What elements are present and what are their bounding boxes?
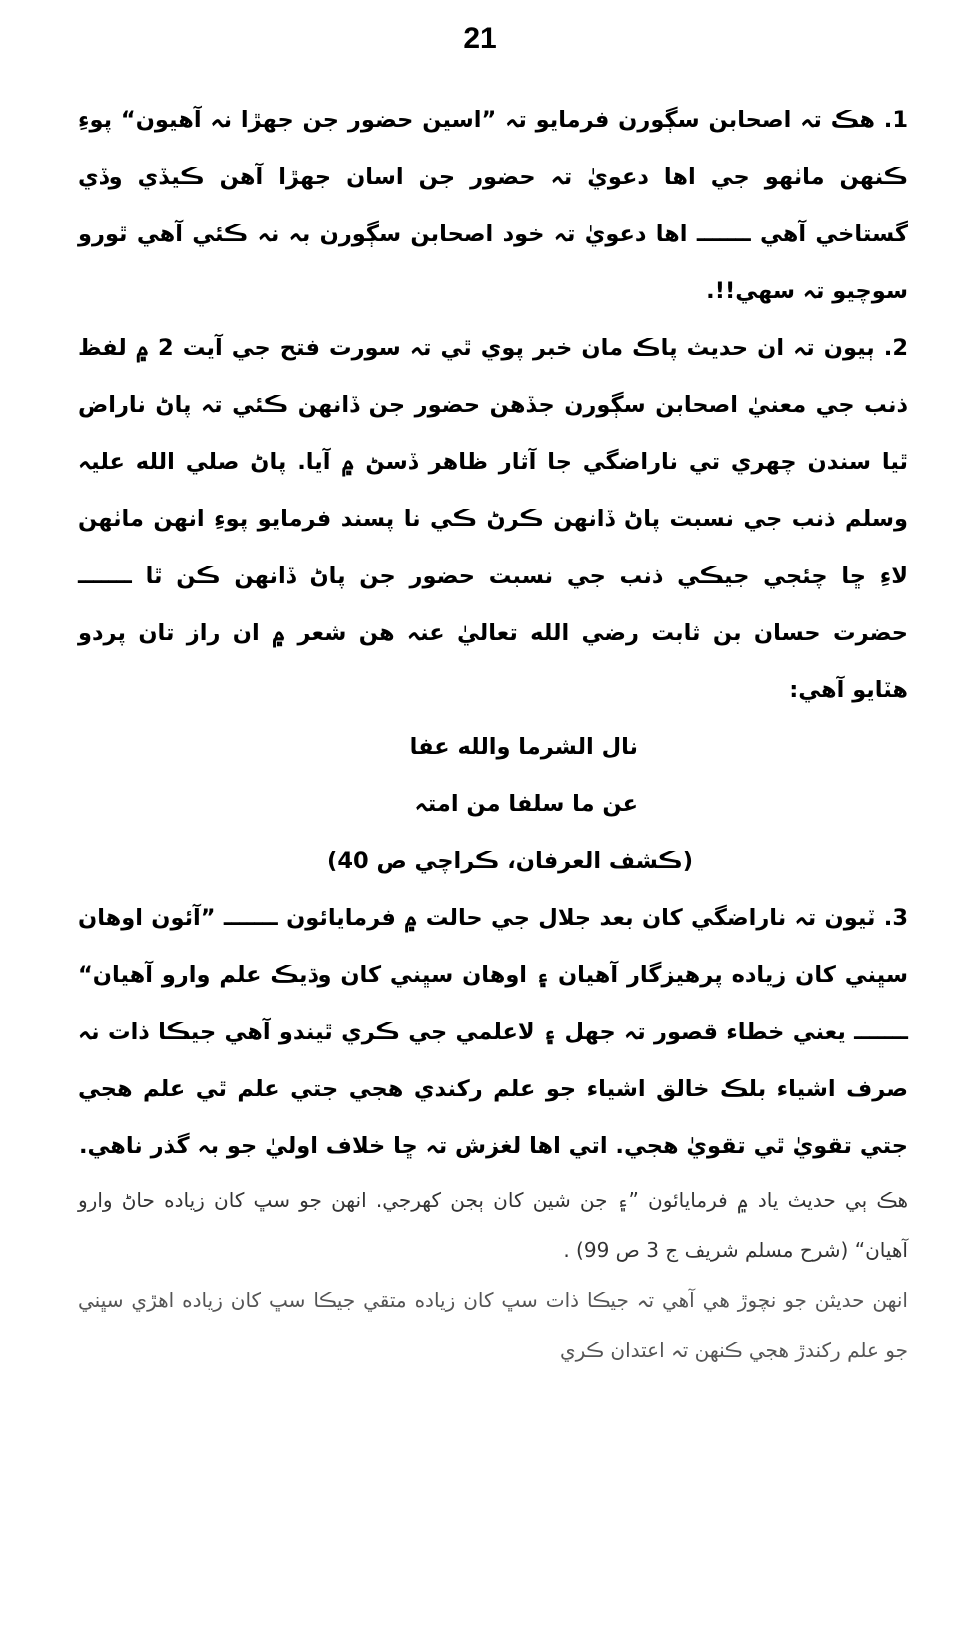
verse-line-1: نال الشرما والله عفا [409,734,638,760]
paragraph-1: 1. هڪ تہ اصحابن سڳورن فرمايو تہ ”اسين حضور جن جهڙا نہ آهيون“ پوءِ ڪنهن ماٺهو جي اها دعويٰ تہ حضور جن اسان جهڙا آهن ڪيڏي وڏي گستاخي آهي ـــــــ اها دعويٰ تہ خود اصحابن سڳورن بہ نہ ڪئي آهي ٿورو سوچيو تہ سهي!!. [78,107,908,304]
page-number: 21 [463,22,497,55]
paragraph-2: 2. ٻيون تہ ان حديث پاڪ مان خبر پوي ٿي تہ سورت فتح جي آيت 2 ۾ لفظ ذنب جي معنيٰ اصحابن سڳورن جڏهن حضور جن ڏانهن ڪئي تہ پاڻ ناراض ٿيا سندن چهري تي ناراضگي جا آثار ظاهر ڏسڻ ۾ آيا. پاڻ صلي الله عليہ وسلم ذنب جي نسبت پاڻ ڏانهن ڪرڻ ڪي نا پسند فرمايو پوءِ انهن ماٺهن لاءِ ڇا چئجي جيڪي ذنب جي نسبت حضور جن پاڻ ڏانهن ڪن ٿا ـــــــ حضرت حسان بن ثابت رضي الله تعاليٰ عنہ هن شعر ۾ ان راز تان پردو هٽايو آهي: [78,335,908,703]
page-body [78,92,908,1375]
paragraph-3: 3. ٽيون تہ ناراضگي کان بعد جلال جي حالت ۾ فرمايائون ـــــــ ”آئون اوهان سڀني کان زياده پرهيزگار آهيان ۽ اوهان سڀني کان وڌيڪ علم وارو آهيان“ ـــــــ يعني خطاء قصور تہ جهل ۽ لاعلمي جي ڪري ٿيندو آهي جيڪا ذات نہ صرف اشياء بلڪ خالق اشياء جو علم رکندي هجي جتي علم ٿي علم هجي جتي تقويٰ ٿي تقويٰ هجي. اتي اها لغزش تہ ڇا خلاف اوليٰ جو بہ گذر ناهي. [78,905,908,1159]
citation: (ڪشف العرفان، ڪراچي ص 40) [327,848,693,874]
paragraph-4: هڪ ٻي حديث ياد ۾ فرمايائون ”۽ جن شين کان ٻجن کهرجي. انهن جو سڀ کان زياده حاڻ وارو آهيان“ (شرح مسلم شريف ج 3 ص 99) . [78,1188,908,1262]
verse-line-2: عن ما سلفا من امتہ [414,791,638,817]
paragraph-5: انهن حديثن جو نچوڙ هي آهي تہ جيڪا ذات سڀ کان زياده متقي جيڪا سڀ کان زياده اهڙي سڀني جو علم رکندڙ هجي ڪنهن تہ اعتدان ڪري [78,1288,908,1362]
